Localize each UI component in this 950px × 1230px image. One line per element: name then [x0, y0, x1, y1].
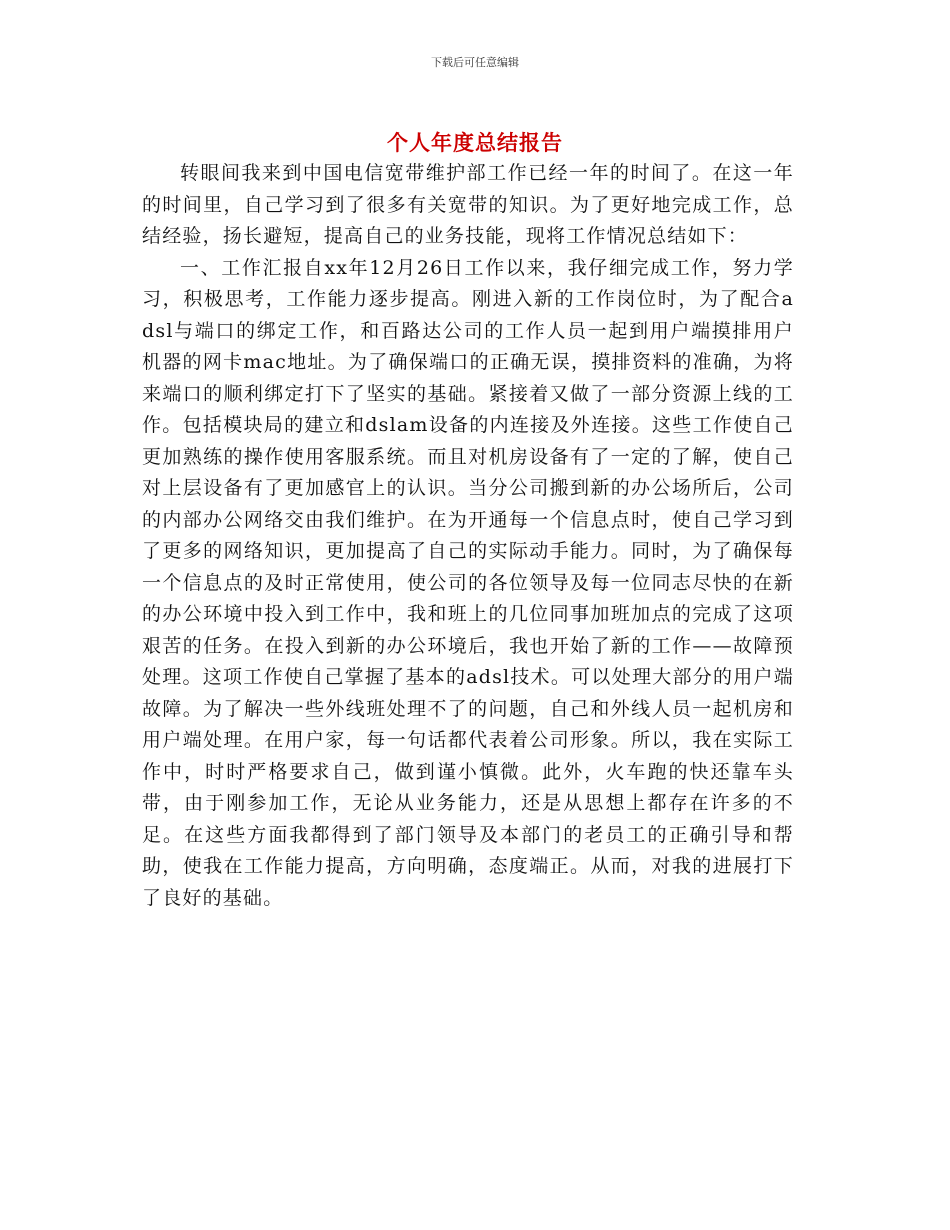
page-header-note: 下载后可任意编辑: [431, 56, 519, 69]
document-body: [142, 158, 794, 914]
paragraph-work-report: 一、工作汇报自xx年12月26日工作以来，我仔细完成工作，努力学习，积极思考，工作能力逐步提高。刚进入新的工作岗位时，为了配合adsl与端口的绑定工作，和百路达公司的工作人员一起到用户端摸排用户机器的网卡mac地址。为了确保端口的正确无误，摸排资料的准确，为将来端口的顺利绑定打下了坚实的基础。紧接着又做了一部分资源上线的工作。包括模块局的建立和dslam设备的内连接及外连接。这些工作使自己更加熟练的操作使用客服系统。而且对机房设备有了一定的了解，使自己对上层设备有了更加感官上的认识。当分公司搬到新的办公场所后，公司的内部办公网络交由我们维护。在为开通每一个信息点时，使自己学习到了更多的网络知识，更加提高了自己的实际动手能力。同时，为了确保每一个信息点的及时正常使用，使公司的各位领导及每一位同志尽快的在新的办公环境中投入到工作中，我和班上的几位同事加班加点的完成了这项艰苦的任务。在投入到新的办公环境后，我也开始了新的工作——故障预处理。这项工作使自己掌握了基本的adsl技术。可以处理大部分的用户端故障。为了解决一些外线班处理不了的问题，自己和外线人员一起机房和用户端处理。在用户家，每一句话都代表着公司形象。所以，我在实际工作中，时时严格要求自己，做到谨小慎微。此外，火车跑的快还靠车头带，由于刚参加工作，无论从业务能力，还是从思想上都存在许多的不足。在这些方面我都得到了部门领导及本部门的老员工的正确引导和帮助，使我在工作能力提高，方向明确，态度端正。从而，对我的进展打下了良好的基础。: [142, 256, 794, 909]
paragraph-intro: 转眼间我来到中国电信宽带维护部工作已经一年的时间了。在这一年的时间里，自己学习到了很多有关宽带的知识。为了更好地完成工作，总结经验，扬长避短，提高自己的业务技能，现将工作情况总结如下：: [142, 162, 794, 247]
document-title: 个人年度总结报告: [387, 131, 563, 156]
